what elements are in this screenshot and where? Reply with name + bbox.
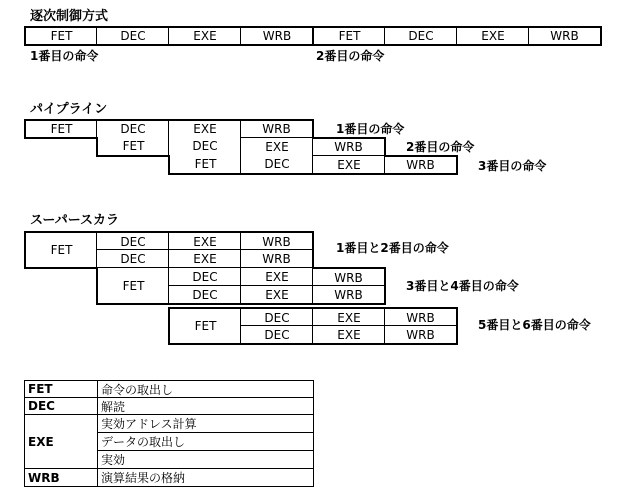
superscalar-title: スーパースカラ — [30, 213, 120, 228]
seq-stage-fet-1: FET — [24, 26, 98, 46]
pipe-label-3: 3番目の命令 — [478, 159, 547, 173]
legend-desc-exe-1: 実効アドレス計算 — [97, 414, 314, 433]
ss3-wrb-b: WRB — [384, 325, 458, 345]
ss2-fet: FET — [96, 267, 170, 305]
seq-label-1: 1番目の命令 — [30, 49, 99, 63]
seq-label-2: 2番目の命令 — [316, 49, 385, 63]
ss1-dec-b: DEC — [96, 249, 170, 269]
pipe-label-2: 2番目の命令 — [406, 140, 475, 154]
legend-key-fet: FET — [24, 380, 98, 398]
pipe3-dec: DEC — [240, 155, 314, 175]
ss1-exe-a: EXE — [168, 231, 242, 251]
ss1-fet: FET — [24, 231, 98, 269]
sequential-title: 逐次制御方式 — [30, 9, 109, 24]
pipe-label-1: 1番目の命令 — [336, 122, 405, 136]
seq-stage-dec-2: DEC — [384, 26, 458, 46]
ss2-dec-a: DEC — [168, 267, 242, 287]
ss3-dec-a: DEC — [240, 307, 314, 327]
ss2-dec-b: DEC — [168, 285, 242, 305]
ss2-wrb-b: WRB — [312, 285, 386, 305]
pipe1-wrb: WRB — [240, 119, 314, 139]
pipe3-exe: EXE — [312, 155, 386, 175]
pipe1-dec: DEC — [96, 119, 170, 139]
ss-label-3: 5番目と6番目の命令 — [478, 318, 591, 332]
ss3-exe-b: EXE — [312, 325, 386, 345]
pipe1-exe: EXE — [168, 119, 242, 139]
ss3-wrb-a: WRB — [384, 307, 458, 327]
superscalar-group-1 — [24, 231, 314, 269]
legend-key-dec: DEC — [24, 397, 98, 415]
seq-stage-dec-1: DEC — [96, 26, 170, 46]
legend-desc-wrb: 演算結果の格納 — [97, 468, 314, 487]
seq-stage-wrb-2: WRB — [528, 26, 602, 46]
legend-key-wrb: WRB — [24, 468, 98, 487]
superscalar-group-3 — [168, 307, 458, 345]
ss2-exe-a: EXE — [240, 267, 314, 287]
legend-table — [24, 380, 314, 490]
seq-stage-fet-2: FET — [312, 26, 386, 46]
pipe2-dec: DEC — [168, 137, 242, 157]
ss1-wrb-b: WRB — [240, 249, 314, 269]
legend-desc-exe-2: データの取出し — [97, 432, 314, 451]
seq-stage-exe-1: EXE — [168, 26, 242, 46]
seq-stage-exe-2: EXE — [456, 26, 530, 46]
pipe2-exe: EXE — [240, 137, 314, 157]
legend-key-exe: EXE — [24, 414, 98, 469]
ss-label-1: 1番目と2番目の命令 — [336, 241, 449, 255]
ss3-dec-b: DEC — [240, 325, 314, 345]
ss2-exe-b: EXE — [240, 285, 314, 305]
legend-desc-fet: 命令の取出し — [97, 380, 314, 398]
legend-desc-exe-3: 実効 — [97, 450, 314, 469]
ss1-dec-a: DEC — [96, 231, 170, 251]
ss-label-2: 3番目と4番目の命令 — [406, 279, 519, 293]
pipe1-fet: FET — [24, 119, 98, 139]
superscalar-group-2 — [96, 267, 386, 305]
ss1-exe-b: EXE — [168, 249, 242, 269]
seq-stage-wrb-1: WRB — [240, 26, 314, 46]
pipeline-title: パイプライン — [30, 102, 108, 117]
ss3-fet: FET — [168, 307, 242, 345]
pipe3-fet: FET — [168, 155, 242, 175]
legend-desc-dec: 解読 — [97, 397, 314, 415]
pipe2-wrb: WRB — [312, 137, 386, 157]
ss1-wrb-a: WRB — [240, 231, 314, 251]
pipe3-wrb: WRB — [384, 155, 458, 175]
ss3-exe-a: EXE — [312, 307, 386, 327]
ss2-wrb-a: WRB — [312, 267, 386, 287]
pipe2-fet: FET — [96, 137, 170, 157]
